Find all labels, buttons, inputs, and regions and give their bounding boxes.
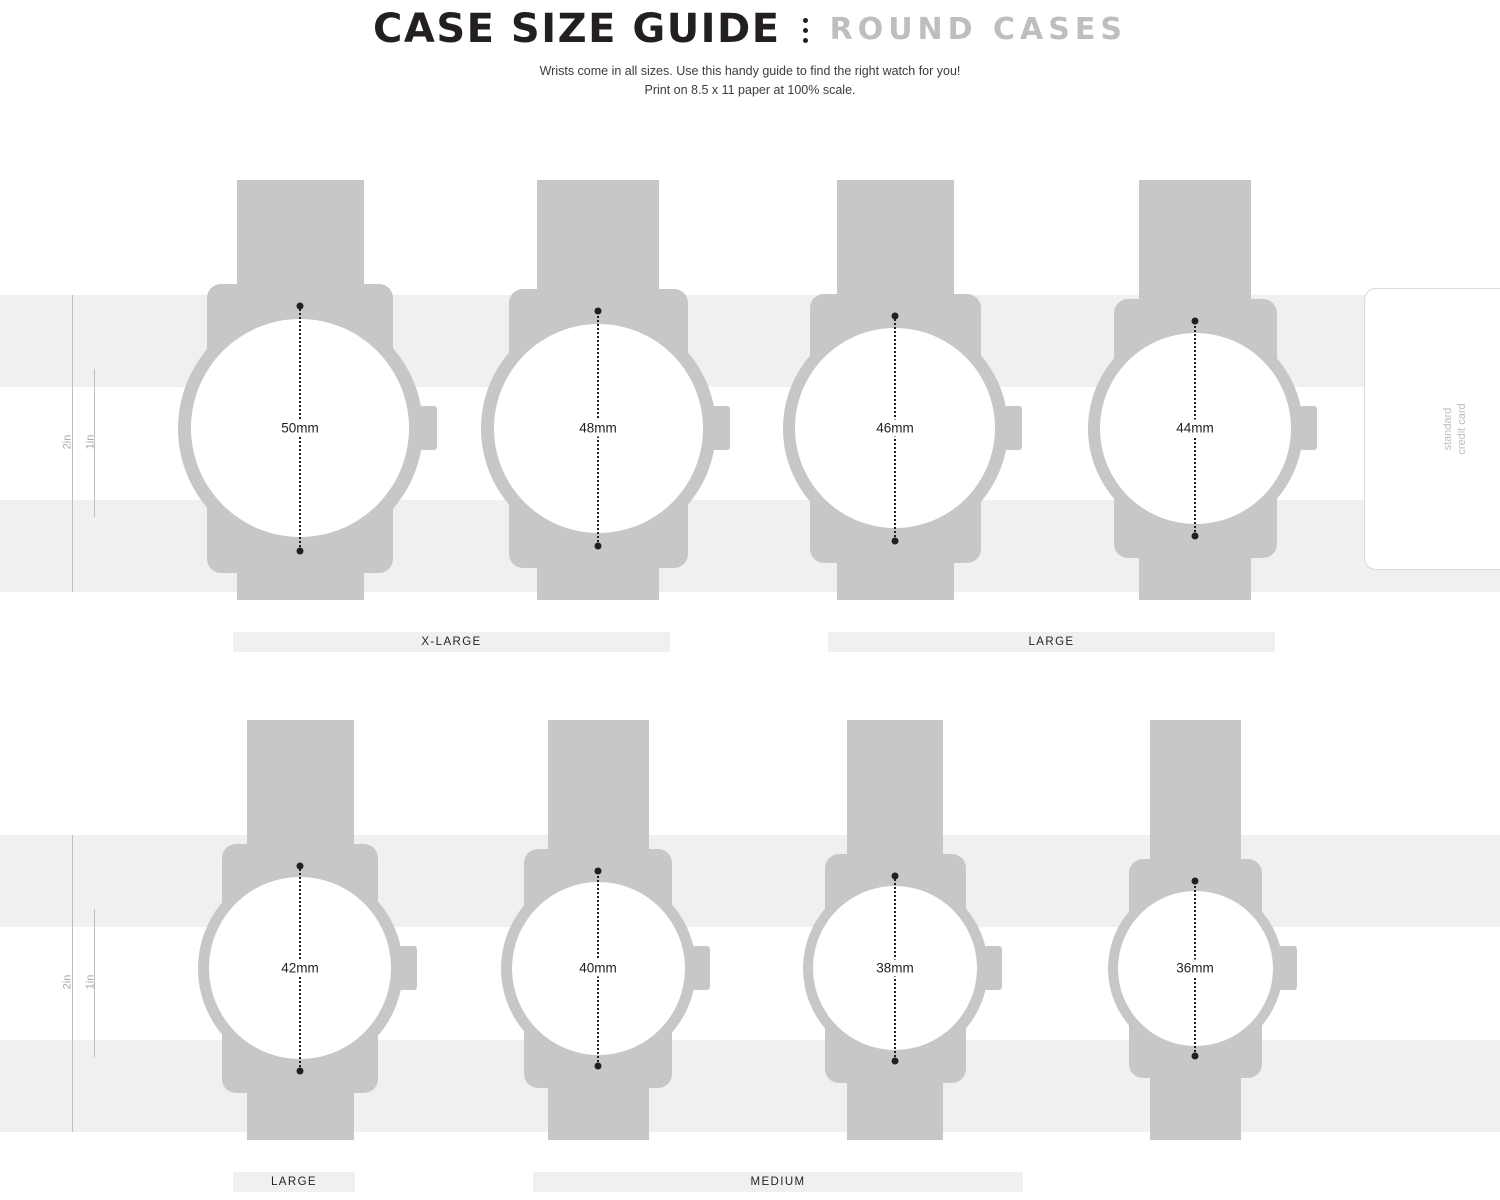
size-category-bar <box>233 632 670 652</box>
measurement-endpoint-bottom <box>892 1057 899 1064</box>
credit-card-label-line-2: credit card <box>1456 403 1468 455</box>
watch-size-label: 42mm <box>278 960 322 977</box>
instructions <box>0 62 1500 100</box>
ruler-row-1 <box>61 295 132 592</box>
ruler-2in-label: 2in <box>61 434 74 450</box>
watch-40mm <box>468 720 728 1140</box>
measurement-endpoint-bottom <box>595 1062 602 1069</box>
measurement-endpoint-top <box>297 302 304 309</box>
watch-48mm <box>468 180 728 600</box>
ruler-1in-label: 1in <box>84 974 97 990</box>
page-title: CASE SIZE GUIDE <box>373 6 781 52</box>
size-category-label: MEDIUM <box>750 1176 806 1188</box>
size-category-label: LARGE <box>1028 636 1075 648</box>
measurement-endpoint-bottom <box>1192 1052 1199 1059</box>
size-row-2 <box>0 720 1500 1200</box>
watch-44mm <box>1065 180 1325 600</box>
size-category-label: LARGE <box>271 1176 317 1188</box>
size-category-bar <box>233 1172 355 1192</box>
measurement-endpoint-bottom <box>595 542 602 549</box>
measurement-endpoint-top <box>595 867 602 874</box>
watch-size-label: 36mm <box>1173 960 1217 977</box>
ruler-1in-label: 1in <box>84 434 97 450</box>
credit-card-label <box>1441 403 1469 454</box>
ruler-2in-label: 2in <box>61 974 74 990</box>
size-category-label: X-LARGE <box>421 636 482 648</box>
vertical-dots-icon <box>803 16 808 43</box>
watch-size-label: 48mm <box>576 420 620 437</box>
credit-card-reference <box>1364 288 1500 570</box>
watch-size-label: 44mm <box>1173 420 1217 437</box>
credit-card-label-line-1: standard <box>1442 407 1454 451</box>
page-header <box>0 0 1500 115</box>
watch-42mm <box>170 720 430 1140</box>
measurement-endpoint-top <box>1192 317 1199 324</box>
size-category-bar <box>533 1172 1023 1192</box>
watch-50mm <box>170 180 430 600</box>
title-row <box>0 6 1500 52</box>
watch-size-label: 50mm <box>278 420 322 437</box>
measurement-endpoint-top <box>892 872 899 879</box>
measurement-endpoint-bottom <box>297 547 304 554</box>
ruler-row-2 <box>61 835 132 1132</box>
measurement-endpoint-top <box>1192 877 1199 884</box>
watch-38mm <box>765 720 1025 1140</box>
measurement-endpoint-bottom <box>1192 532 1199 539</box>
instructions-line-1: Wrists come in all sizes. Use this handy guide to find the right watch for you! <box>539 64 961 78</box>
measurement-endpoint-bottom <box>892 537 899 544</box>
instructions-line-2: Print on 8.5 x 11 paper at 100% scale. <box>644 83 856 97</box>
watch-size-label: 46mm <box>873 420 917 437</box>
page-subtitle-label: ROUND CASES <box>829 11 1127 47</box>
measurement-endpoint-top <box>595 307 602 314</box>
size-category-bar <box>828 632 1275 652</box>
watch-36mm <box>1065 720 1325 1140</box>
measurement-endpoint-top <box>892 312 899 319</box>
measurement-endpoint-top <box>297 862 304 869</box>
watch-46mm <box>765 180 1025 600</box>
measurement-endpoint-bottom <box>297 1067 304 1074</box>
watch-size-label: 40mm <box>576 960 620 977</box>
size-row-1 <box>0 180 1500 660</box>
watch-size-label: 38mm <box>873 960 917 977</box>
